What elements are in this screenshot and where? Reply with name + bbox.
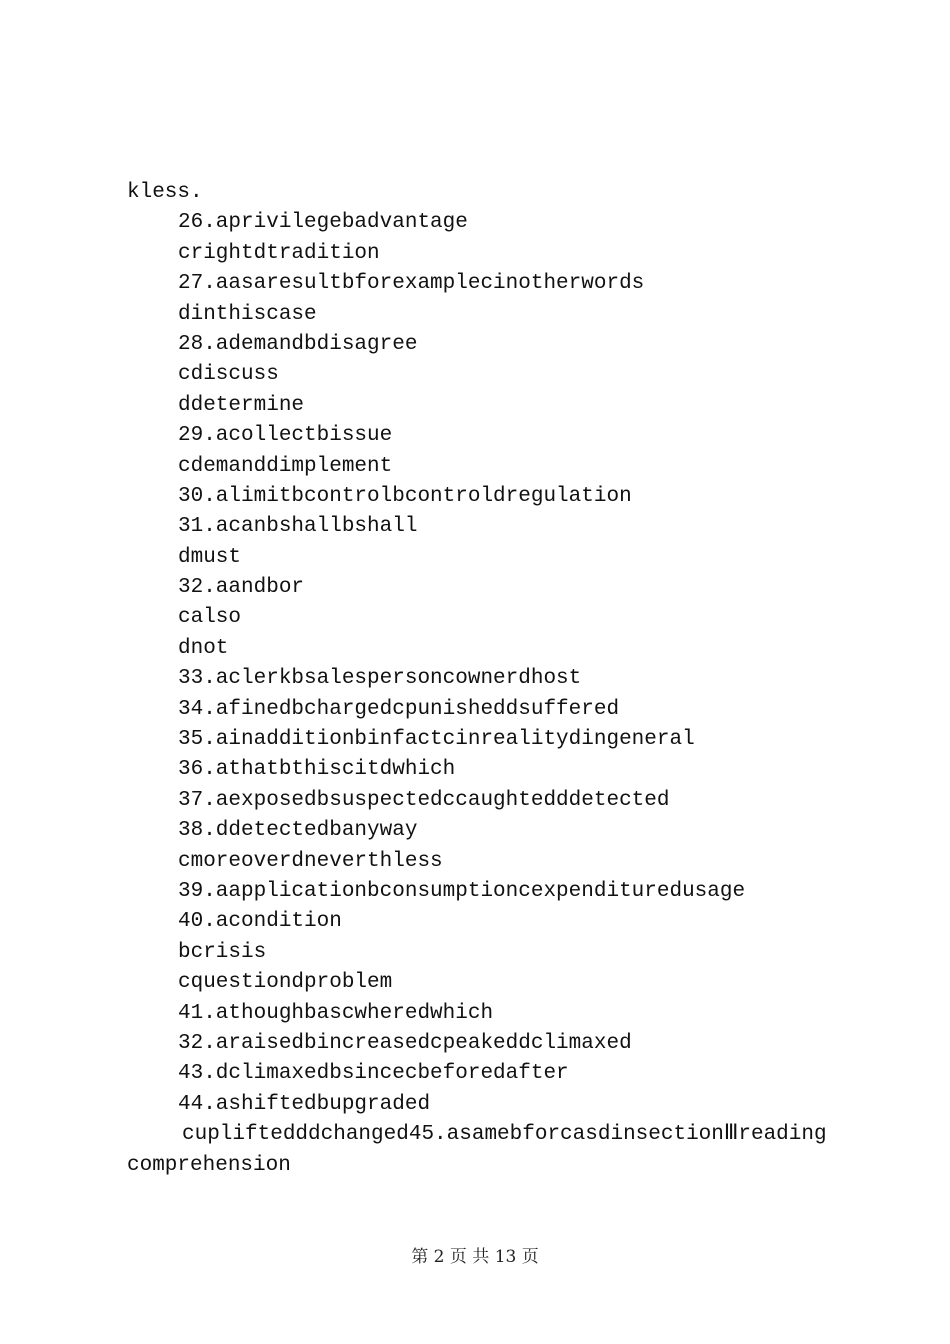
text-line: 41.athoughbascwheredwhich (178, 1001, 494, 1025)
text-line: 30.alimitbcontrolbcontroldregulation (178, 484, 632, 508)
text-line: 28.ademandbdisagree (178, 332, 418, 356)
text-line: 32.araisedbincreasedcpeakeddclimaxed (178, 1031, 632, 1055)
text-line: comprehension (127, 1153, 291, 1177)
text-line: 29.acollectbissue (178, 424, 393, 448)
text-line: 39.aapplicationbconsumptioncexpendituredusage (178, 879, 746, 903)
text-line: 34.afinedbchargedcpunisheddsuffered (178, 697, 620, 721)
text-line: 33.aclerkbsalespersoncownerdhost (178, 667, 582, 691)
text-line: calso (178, 606, 242, 630)
text-line: 31.acanbshallbshall (178, 515, 418, 539)
text-line: crightdtradition (178, 241, 380, 265)
text-line: 38.ddetectedbanyway (178, 819, 418, 843)
text-line: cmoreoverdneverthless (178, 849, 443, 873)
text-line: dinthiscase (178, 302, 317, 326)
text-line: dmust (178, 545, 242, 569)
text-line: 35.ainadditionbinfactcinrealitydingeneral (178, 728, 695, 752)
text-line: dnot (178, 636, 229, 660)
page-footer: 第 2 页 共 13 页 (411, 1247, 539, 1267)
text-line: cquestiondproblem (178, 971, 393, 995)
text-line: cdiscuss (178, 363, 279, 387)
text-line: 43.dclimaxedbsincecbeforedafter (178, 1062, 569, 1086)
text-line: ddetermine (178, 393, 305, 417)
text-line: cdemanddimplement (178, 454, 393, 478)
document-body (127, 178, 847, 1181)
text-line: 27.aasaresultbforexamplecinotherwords (178, 272, 645, 296)
text-line: kless. (127, 181, 203, 204)
text-line: 44.ashiftedbupgraded (178, 1092, 431, 1116)
text-line: 32.aandbor (178, 576, 305, 600)
text-line: 37.aexposedbsuspectedccaughtedddetected (178, 788, 670, 812)
text-line: 40.acondition (178, 910, 342, 934)
text-line: 26.aprivilegebadvantage (178, 211, 468, 235)
text-line: 36.athatbthiscitdwhich (178, 758, 456, 782)
text-line: bcrisis (178, 940, 267, 964)
text-line: cupliftedddchanged45.asamebforcasdinsectionⅢreading (182, 1123, 827, 1147)
